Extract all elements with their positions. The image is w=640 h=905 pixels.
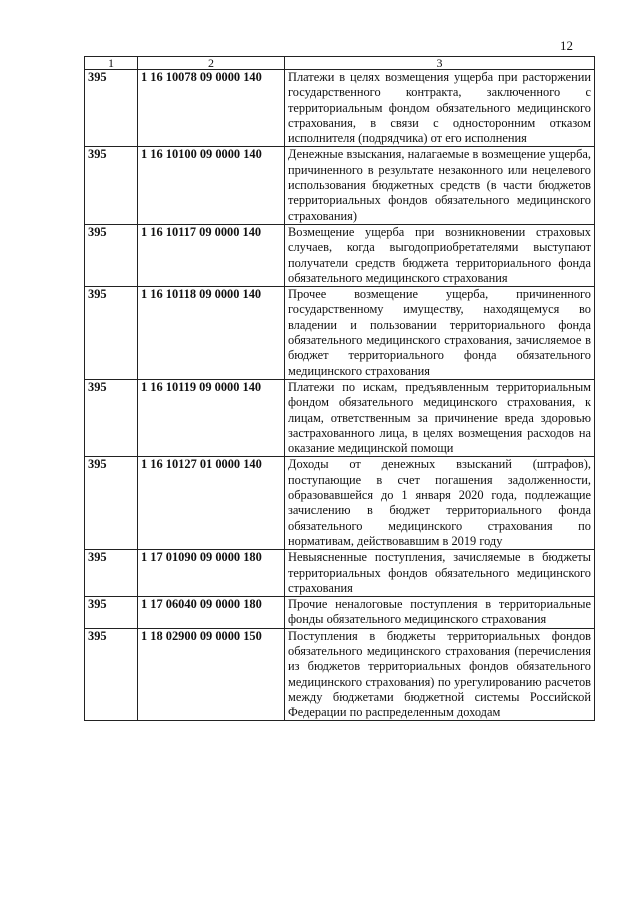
- description-cell: Платежи в целях возмещения ущерба при расторжении государственного контракта, заключенного с территориальным фондом обязательного медицинского страхования, в связи с односторонним отказом исполнителя (подрядчика) от его исполнения: [285, 70, 595, 147]
- admin-code-cell: 395: [85, 457, 138, 550]
- classification-code-cell: 1 16 10078 09 0000 140: [138, 70, 285, 147]
- page-number: 12: [560, 38, 573, 53]
- admin-code-cell: 395: [85, 287, 138, 380]
- table-row: [85, 597, 595, 629]
- classification-code-cell: 1 17 06040 09 0000 180: [138, 597, 285, 629]
- description-cell: Возмещение ущерба при возникновении страховых случаев, когда выгодоприобретателями выступают получатели средств бюджета территориального фонда обязательного медицинского страхования: [285, 224, 595, 286]
- classification-code-cell: 1 16 10100 09 0000 140: [138, 147, 285, 224]
- classification-code-cell: 1 16 10117 09 0000 140: [138, 224, 285, 286]
- description-cell: Прочее возмещение ущерба, причиненного государственному имуществу, находящемуся во владении и пользовании территориального фонда обязательного медицинского страхования, зачисляемое в бюджет территориального фонда обязательного медицинского страхования: [285, 287, 595, 380]
- table-row: [85, 147, 595, 224]
- description-cell: Денежные взыскания, налагаемые в возмещение ущерба, причиненного в результате незаконного или нецелевого использования бюджетных средств (в части бюджетов территориальных фондов обязательного медицинского страхования): [285, 147, 595, 224]
- classification-code-cell: 1 16 10119 09 0000 140: [138, 379, 285, 456]
- table-row: [85, 379, 595, 456]
- column-header-2: 2: [138, 57, 285, 70]
- admin-code-cell: 395: [85, 379, 138, 456]
- budget-revenue-table: [84, 56, 595, 721]
- description-cell: Невыясненные поступления, зачисляемые в бюджеты территориальных фондов обязательного медицинского страхования: [285, 550, 595, 597]
- admin-code-cell: 395: [85, 628, 138, 721]
- column-header-3: 3: [285, 57, 595, 70]
- admin-code-cell: 395: [85, 147, 138, 224]
- admin-code-cell: 395: [85, 70, 138, 147]
- header-row: [85, 57, 595, 70]
- table-row: [85, 628, 595, 721]
- table-row: [85, 287, 595, 380]
- classification-code-cell: 1 17 01090 09 0000 180: [138, 550, 285, 597]
- column-header-1: 1: [85, 57, 138, 70]
- classification-code-cell: 1 18 02900 09 0000 150: [138, 628, 285, 721]
- table-row: [85, 550, 595, 597]
- description-cell: Поступления в бюджеты территориальных фондов обязательного медицинского страхования (перечисления из бюджетов территориальных фондов обязательного медицинского страхования) по урегулированию расчетов между бюджетами бюджетной системы Российской Федерации по распределенным доходам: [285, 628, 595, 721]
- admin-code-cell: 395: [85, 550, 138, 597]
- classification-code-cell: 1 16 10118 09 0000 140: [138, 287, 285, 380]
- table-row: [85, 457, 595, 550]
- admin-code-cell: 395: [85, 597, 138, 629]
- table-row: [85, 70, 595, 147]
- description-cell: Платежи по искам, предъявленным территориальным фондом обязательного медицинского страхования, к лицам, ответственным за причинение вреда здоровью застрахованного лица, в целях возмещения расходов на оказание медицинской помощи: [285, 379, 595, 456]
- description-cell: Доходы от денежных взысканий (штрафов), поступающие в счет погашения задолженности, образовавшейся до 1 января 2020 года, подлежащие зачислению в бюджет территориального фонда обязательного медицинского страхования по нормативам, действовавшим в 2019 году: [285, 457, 595, 550]
- admin-code-cell: 395: [85, 224, 138, 286]
- description-cell: Прочие неналоговые поступления в территориальные фонды обязательного медицинского страхования: [285, 597, 595, 629]
- classification-code-cell: 1 16 10127 01 0000 140: [138, 457, 285, 550]
- table-row: [85, 224, 595, 286]
